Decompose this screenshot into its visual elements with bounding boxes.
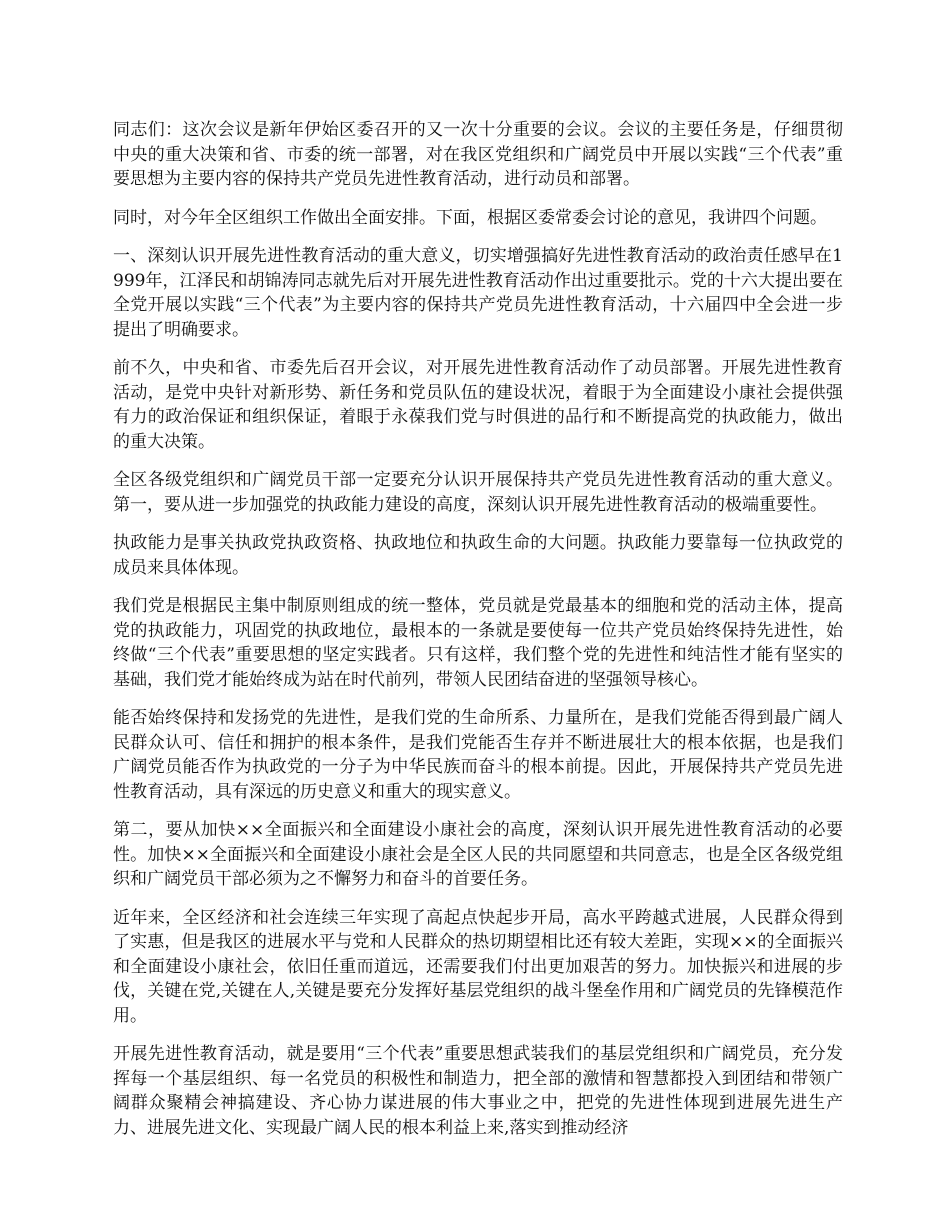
paragraph-5: 全区各级党组织和广阔党员干部一定要充分认识开展保持共产党员先进性教育活动的重大意义。第一，要从进一步加强党的执政能力建设的高度，深刻认识开展先进性教育活动的极端重要性。 xyxy=(113,470,843,515)
paragraph-2: 同时，对今年全区组织工作做出全面安排。下面，根据区委常委会讨论的意见，我讲四个问题。 xyxy=(113,207,827,228)
paragraph-7: 我们党是根据民主集中制原则组成的统一整体，党员就是党最基本的细胞和党的活动主体，提高党的执政能力，巩固党的执政地位，最根本的一条就是要使每一位共产党员始终保持先进性，始终做“三个代表”重要思想的坚定实践者。只有这样，我们整个党的先进性和纯洁性才能有坚实的基础，我们党才能始终成为站在时代前列，带领人民团结奋进的坚强领导核心。 xyxy=(113,596,843,690)
paragraph-9: 第二，要从加快××全面振兴和全面建设小康社会的高度，深刻认识开展先进性教育活动的必要性。加快××全面振兴和全面建设小康社会是全区人民的共同愿望和共同意志，也是全区各级党组织和广阔党员干部必须为之不懈努力和奋斗的首要任务。 xyxy=(113,820,843,889)
paragraph-8: 能否始终保持和发扬党的先进性，是我们党的生命所系、力量所在，是我们党能否得到最广阔人民群众认可、信任和拥护的根本条件，是我们党能否生存并不断进展壮大的根本依据，也是我们广阔党员能否作为执政党的一分子为中华民族而奋斗的根本前提。因此，开展保持共产党员先进性教育活动，具有深远的历史意义和重大的现实意义。 xyxy=(113,708,843,802)
paragraph-6: 执政能力是事关执政党执政资格、执政地位和执政生命的大问题。执政能力要靠每一位执政党的成员来具体体现。 xyxy=(113,533,843,578)
paragraph-1: 同志们：这次会议是新年伊始区委召开的又一次十分重要的会议。会议的主要任务是，仔细贯彻中央的重大决策和省、市委的统一部署，对在我区党组织和广阔党员中开展以实践“三个代表”重要思想为主要内容的保持共产党员先进性教育活动，进行动员和部署。 xyxy=(113,120,843,189)
paragraph-11: 开展先进性教育活动，就是要用“三个代表”重要思想武装我们的基层党组织和广阔党员，充分发挥每一个基层组织、每一名党员的积极性和制造力，把全部的激情和智慧都投入到团结和带领广阔群众聚精会神搞建设、齐心协力谋进展的伟大事业之中，把党的先进性体现到进展先进生产力、进展先进文化、实现最广阔人民的根本利益上来,落实到推动经济 xyxy=(113,1044,843,1138)
paragraph-10: 近年来，全区经济和社会连续三年实现了高起点快起步开局，高水平跨越式进展，人民群众得到了实惠，但是我区的进展水平与党和人民群众的热切期望相比还有较大差距，实现××的全面振兴和全面建设小康社会，依旧任重而道远，还需要我们付出更加艰苦的努力。加快振兴和进展的步伐，关键在党,关键在人,关键是要充分发挥好基层党组织的战斗堡垒作用和广阔党员的先锋模范作用。 xyxy=(113,907,843,1026)
paragraph-3: 一、深刻认识开展先进性教育活动的重大意义，切实增强搞好先进性教育活动的政治责任感早在1999年，江泽民和胡锦涛同志就先后对开展先进性教育活动作出过重要批示。党的十六大提出要在全党开展以实践“三个代表”为主要内容的保持共产党员先进性教育活动，十六届四中全会进一步提出了明确要求。 xyxy=(113,246,843,340)
document-body xyxy=(113,118,843,1154)
paragraph-4: 前不久，中央和省、市委先后召开会议，对开展先进性教育活动作了动员部署。开展先进性教育活动，是党中央针对新形势、新任务和党员队伍的建设状况，着眼于为全面建设小康社会提供强有力的政治保证和组织保证，着眼于永葆我们党与时俱进的品行和不断提高党的执政能力，做出的重大决策。 xyxy=(113,358,843,452)
